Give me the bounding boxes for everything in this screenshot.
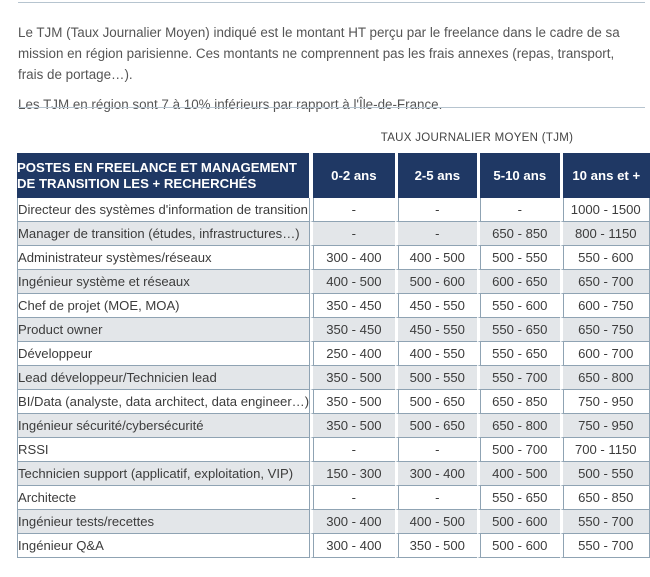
row-poste: Ingénieur système et réseaux <box>17 270 310 294</box>
header-col-5-10: 5-10 ans <box>477 153 559 198</box>
row-poste: Ingénieur sécurité/cybersécurité <box>17 414 310 438</box>
row-value: 1000 - 1500 <box>560 198 650 222</box>
header-col-0-2: 0-2 ans <box>310 153 394 198</box>
table-row <box>17 270 650 294</box>
row-value: 800 - 1150 <box>560 222 650 246</box>
table-row <box>17 198 650 222</box>
row-value: 600 - 750 <box>560 294 650 318</box>
row-value: - <box>310 198 394 222</box>
row-value: 650 - 700 <box>560 270 650 294</box>
row-value: 650 - 850 <box>477 390 559 414</box>
table-row <box>17 438 650 462</box>
row-value: - <box>310 486 394 510</box>
row-value: 550 - 650 <box>477 486 559 510</box>
table-row <box>17 462 650 486</box>
row-value: 650 - 800 <box>560 366 650 390</box>
row-value: 550 - 650 <box>477 318 559 342</box>
row-value: - <box>477 198 559 222</box>
row-value: 550 - 650 <box>477 342 559 366</box>
intro-paragraph-1: Le TJM (Taux Journalier Moyen) indiqué est le montant HT perçu par le freelance dans le cadre de sa mission en région parisienne. Ces montants ne comprennent pas les frais annexes (repas, transport, frais de portage…). <box>18 25 620 82</box>
row-value: 500 - 550 <box>395 366 477 390</box>
row-value: 500 - 650 <box>395 390 477 414</box>
row-value: 750 - 950 <box>560 390 650 414</box>
table-row <box>17 294 650 318</box>
row-value: 650 - 850 <box>477 222 559 246</box>
row-value: 550 - 700 <box>560 510 650 534</box>
row-value: 500 - 650 <box>395 414 477 438</box>
row-value: - <box>310 222 394 246</box>
row-value: 350 - 500 <box>310 366 394 390</box>
row-value: 550 - 600 <box>560 246 650 270</box>
row-value: 650 - 850 <box>560 486 650 510</box>
row-value: 300 - 400 <box>310 534 394 558</box>
row-poste: Technicien support (applicatif, exploitation, VIP) <box>17 462 310 486</box>
row-value: 500 - 700 <box>477 438 559 462</box>
table-row <box>17 486 650 510</box>
row-value: 250 - 400 <box>310 342 394 366</box>
row-value: 500 - 600 <box>477 534 559 558</box>
row-value: 350 - 500 <box>310 390 394 414</box>
table-row <box>17 366 650 390</box>
row-poste: Directeur des systèmes d'information de transition <box>17 198 310 222</box>
row-poste: Ingénieur tests/recettes <box>17 510 310 534</box>
row-value: 550 - 600 <box>477 294 559 318</box>
row-value: 600 - 650 <box>477 270 559 294</box>
row-value: 450 - 550 <box>395 318 477 342</box>
header-col-10-plus: 10 ans et + <box>560 153 650 198</box>
table-row <box>17 222 650 246</box>
row-value: 400 - 550 <box>395 342 477 366</box>
row-value: 400 - 500 <box>395 510 477 534</box>
row-value: 400 - 500 <box>310 270 394 294</box>
row-value: - <box>395 198 477 222</box>
table-row <box>17 390 650 414</box>
row-poste: Manager de transition (études, infrastructures…) <box>17 222 310 246</box>
header-col-2-5: 2-5 ans <box>395 153 477 198</box>
row-value: 500 - 550 <box>560 462 650 486</box>
row-value: 750 - 950 <box>560 414 650 438</box>
top-divider <box>18 2 645 3</box>
row-value: 300 - 400 <box>395 462 477 486</box>
tjm-caption: TAUX JOURNALIER MOYEN (TJM) <box>380 132 574 144</box>
row-value: 300 - 400 <box>310 246 394 270</box>
row-value: 650 - 750 <box>560 318 650 342</box>
row-value: 450 - 550 <box>395 294 477 318</box>
row-value: 500 - 600 <box>395 270 477 294</box>
table-row <box>17 510 650 534</box>
section-divider <box>18 107 645 108</box>
row-value: 400 - 500 <box>395 246 477 270</box>
row-value: - <box>395 486 477 510</box>
row-value: 600 - 700 <box>560 342 650 366</box>
row-poste: Architecte <box>17 486 310 510</box>
row-value: 550 - 700 <box>477 366 559 390</box>
row-poste: Développeur <box>17 342 310 366</box>
intro-paragraph-2: Les TJM en région sont 7 à 10% inférieurs par rapport à l'Île-de-France. <box>18 97 443 112</box>
row-value: 350 - 500 <box>395 534 477 558</box>
row-poste: Lead développeur/Technicien lead <box>17 366 310 390</box>
table-header-row <box>17 153 650 198</box>
table-row <box>17 534 650 558</box>
row-poste: Ingénieur Q&A <box>17 534 310 558</box>
row-poste: Product owner <box>17 318 310 342</box>
row-value: 650 - 800 <box>477 414 559 438</box>
row-value: 500 - 600 <box>477 510 559 534</box>
row-value: 350 - 450 <box>310 294 394 318</box>
table-body <box>17 198 650 558</box>
row-poste: Chef de projet (MOE, MOA) <box>17 294 310 318</box>
table-row <box>17 318 650 342</box>
row-value: 500 - 550 <box>477 246 559 270</box>
row-poste: RSSI <box>17 438 310 462</box>
table-row <box>17 414 650 438</box>
intro-text <box>18 22 640 115</box>
row-value: - <box>395 438 477 462</box>
table-row <box>17 246 650 270</box>
row-value: - <box>310 438 394 462</box>
row-poste: BI/Data (analyste, data architect, data engineer…) <box>17 390 310 414</box>
row-value: - <box>395 222 477 246</box>
row-value: 350 - 500 <box>310 414 394 438</box>
row-value: 300 - 400 <box>310 510 394 534</box>
row-value: 350 - 450 <box>310 318 394 342</box>
tjm-table <box>17 153 650 558</box>
row-value: 550 - 700 <box>560 534 650 558</box>
header-poste: POSTES EN FREELANCE ET MANAGEMENT DE TRANSITION LES + RECHERCHÉS <box>17 153 310 198</box>
row-value: 400 - 500 <box>477 462 559 486</box>
row-value: 150 - 300 <box>310 462 394 486</box>
row-value: 700 - 1150 <box>560 438 650 462</box>
table-row <box>17 342 650 366</box>
row-poste: Administrateur systèmes/réseaux <box>17 246 310 270</box>
